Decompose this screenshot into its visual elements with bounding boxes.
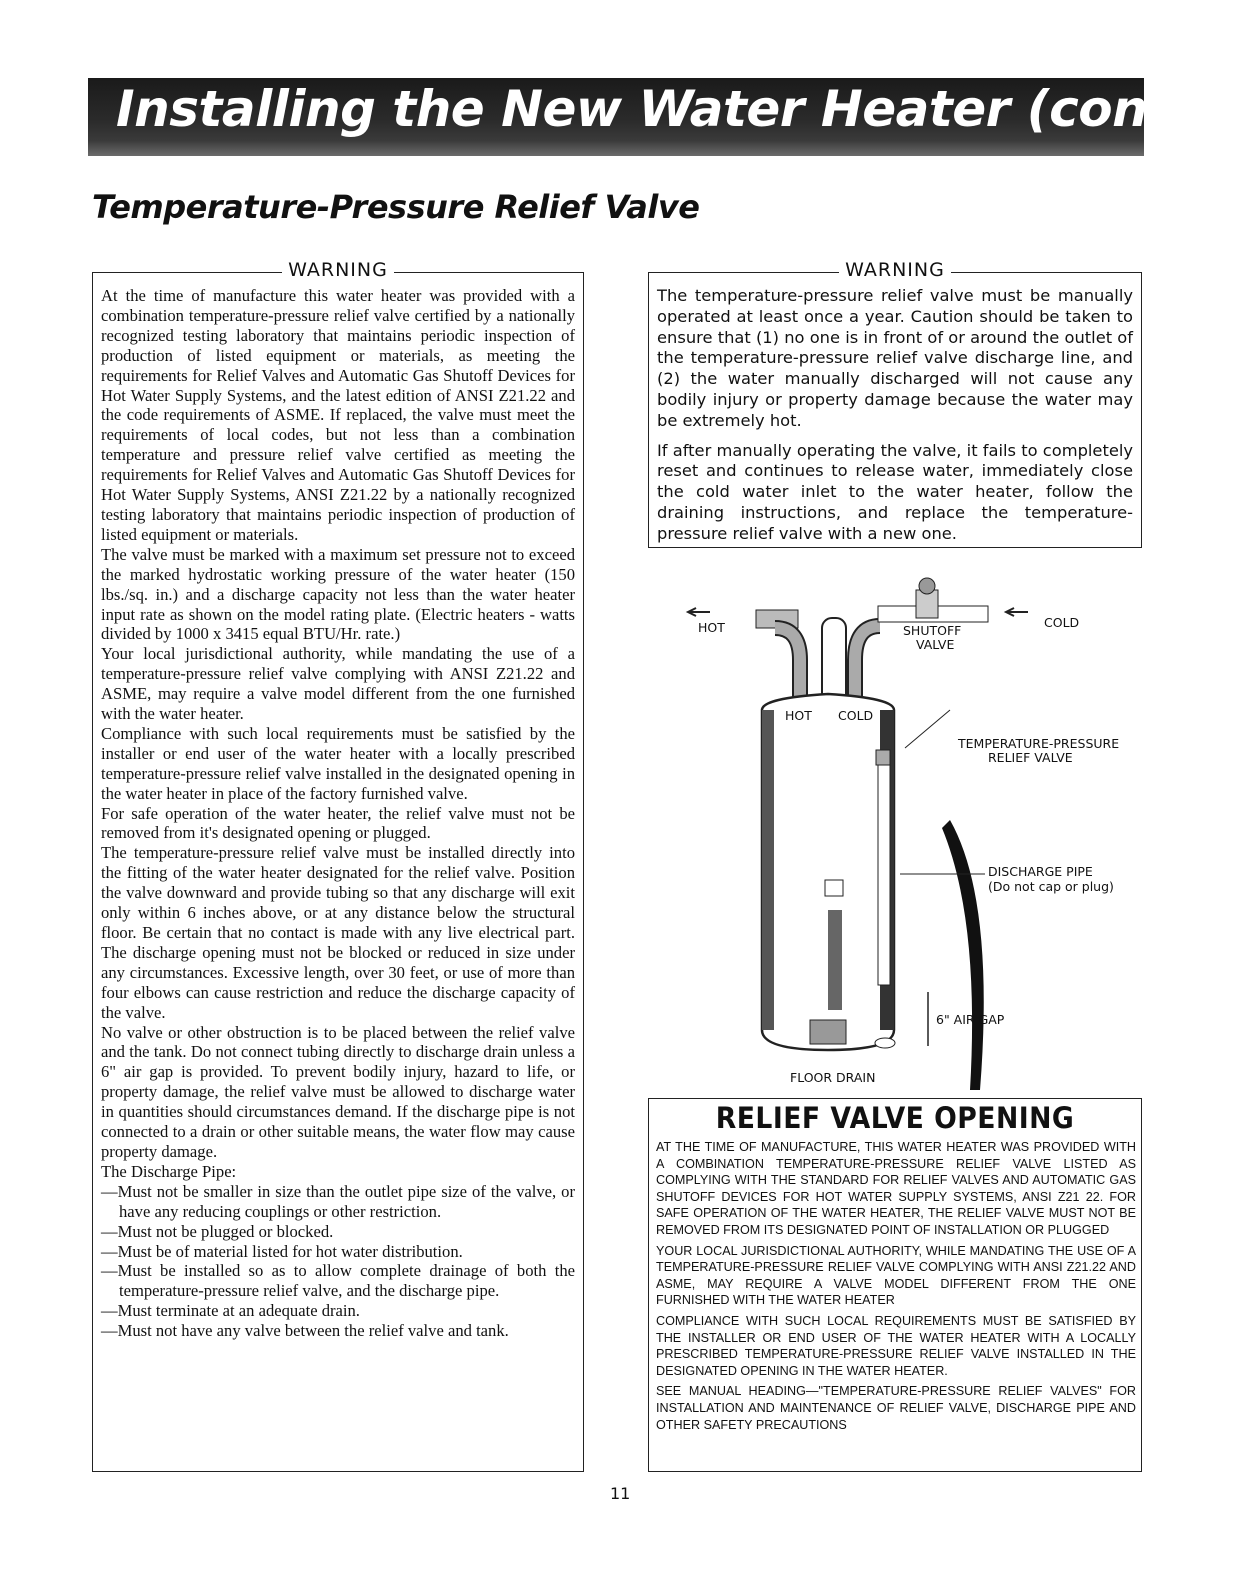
leader-line <box>905 710 950 748</box>
label-discharge-note: (Do not cap or plug) <box>988 879 1114 894</box>
list-item: —Must not be plugged or blocked. <box>101 1221 334 1241</box>
floor-drain-icon <box>875 1038 895 1048</box>
warning-heading-left: WARNING <box>93 259 583 281</box>
cold-arrow-icon <box>1006 608 1028 616</box>
paragraph: At the time of manufacture this water heater was provided with a combination temperature-pressure relief valve certified by a nationally recognized testing laboratory that maintains periodic inspection of production of listed equipment or materials, as meeting the requirements for Relief Valves and Automatic Gas Shutoff Devices for Hot Water Supply Systems, and the latest edition of ANSI Z21.22 and the code requirements of ASME. If replaced, the valve must meet the requirements of local codes, but not less than a combination temperature and pressure relief valve certified as meeting the requirements for Relief Valves and Automatic Gas Shutoff Devices for Hot Water Supply Systems, ANSI Z21.22 by a nationally recognized testing laboratory that maintains periodic inspection of production of listed equipment or materials. <box>101 286 575 544</box>
paragraph: Your local jurisdictional authority, while mandating the use of a temperature-pressure relief valve complying with ANSI Z21.22 and ASME, may require a valve model different from the one furnished with the water heater. <box>101 644 575 724</box>
label-tp: TEMPERATURE-PRESSURE <box>958 736 1120 751</box>
title-banner <box>88 78 1244 156</box>
tank-shadow <box>762 710 774 1030</box>
control-box <box>825 880 843 896</box>
burner-access <box>810 1020 846 1044</box>
label-hot: HOT <box>698 620 725 635</box>
label-air-gap: 6" AIR GAP <box>936 1012 1005 1027</box>
list-item: —Must not be smaller in size than the outlet pipe size of the valve, or have any reducing couplings or other restriction. <box>101 1181 575 1221</box>
label-tank-hot: HOT <box>785 708 812 723</box>
paragraph: The valve must be marked with a maximum set pressure not to exceed the marked hydrostatic working pressure of the water heater (150 lbs./sq. in.) and a discharge capacity not less than the water heater input rate as shown on the model rating plate. (Electric heaters - watts divided by 1000 x 3415 equal BTU/Hr. rate.) <box>101 544 575 644</box>
tp-valve-shape <box>876 750 890 765</box>
paragraph: For safe operation of the water heater, the relief valve must not be removed from it's designated opening or plugged. <box>101 803 575 843</box>
paragraph: The temperature-pressure relief valve must be installed directly into the fitting of the water heater designated for the relief valve. Position the valve downward and provide tubing so that any discharge will exit only within 6 inches above, or at any distance below the structural floor. Be certain that no contact is made with any live electrical part. The discharge opening must not be blocked or reduced in size under any circumstances. Excessive length, over 30 feet, or use of more than four elbows can cause restriction and reduce the discharge capacity of the valve. <box>101 843 575 1022</box>
left-warning-box <box>92 259 584 1472</box>
left-warning-text <box>101 286 575 1341</box>
paragraph: The temperature-pressure relief valve must be manually operated at least once a year. Caution should be taken to ensure that (1) no one is in front of or around the outlet of the temperature-pressure relief valve discharge line, and (2) the water manually discharged will not cause any bodily injury or property damage because the water may be extremely hot. <box>657 286 1133 430</box>
label-tank-cold: COLD <box>838 708 874 723</box>
list-item: —Must be installed so as to allow complete drainage of both the temperature-pressure relief valve, and the discharge pipe. <box>101 1261 575 1301</box>
page-number: 11 <box>610 1484 631 1503</box>
relief-valve-opening-box <box>648 1098 1142 1472</box>
leader-wedge <box>942 820 984 1090</box>
list-item: —Must be of material listed for hot water distribution. <box>101 1241 463 1261</box>
page-title: Installing the New Water Heater (cont'd) <box>116 80 1244 138</box>
list-item: —Must terminate at an adequate drain. <box>101 1301 360 1321</box>
label-floor-drain: FLOOR DRAIN <box>790 1070 876 1085</box>
label-cold: COLD <box>1044 615 1080 630</box>
warning-heading-right: WARNING <box>649 259 1141 281</box>
paragraph: If after manually operating the valve, it fails to completely reset and continues to release water, immediately close the cold water inlet to the water heater, follow the draining instructions, and replace the temperature-pressure relief valve with a new one. <box>657 440 1133 543</box>
list-item: —Must not have any valve between the relief valve and tank. <box>101 1321 509 1341</box>
gas-control <box>828 910 842 1010</box>
paragraph: COMPLIANCE WITH SUCH LOCAL REQUIREMENTS MUST BE SATISFIED BY THE INSTALLER OR END USER OF THE WATER HEATER WITH A LOCALLY PRESCRIBED TEMPERATURE-PRESSURE RELIEF VALVE INSTALLED IN THE DESIGNATED OPENING IN THE WATER HEATER. <box>656 1313 1136 1378</box>
water-heater-diagram <box>650 560 1142 1100</box>
label-tp-2: RELIEF VALVE <box>988 750 1073 765</box>
paragraph: YOUR LOCAL JURISDICTIONAL AUTHORITY, WHILE MANDATING THE USE OF A TEMPERATURE-PRESSURE RELIEF VALVE COMPLYING WITH ANSI Z21.22 AND ASME, MAY REQUIRE A VALVE MODEL DIFFERENT FROM THE ONE FURNISHED WITH THE WATER HEATER <box>656 1243 1136 1308</box>
paragraph: AT THE TIME OF MANUFACTURE, THIS WATER HEATER WAS PROVIDED WITH A COMBINATION TEMPERATURE-PRESSURE RELIEF VALVE LISTED AS COMPLYING WITH THE STANDARD FOR RELIEF VALVES AND AUTOMATIC GAS SHUTOFF DEVICES FOR HOT WATER SUPPLY SYSTEMS, ANSI Z21 22. FOR SAFE OPERATION OF THE WATER HEATER, THE RELIEF VALVE MUST NOT BE REMOVED FROM ITS DESIGNATED POINT OF INSTALLATION OR PLUGGED <box>656 1140 1136 1237</box>
right-warning-text <box>657 286 1133 554</box>
discharge-pipe-shape <box>878 765 890 985</box>
paragraph: SEE MANUAL HEADING—"TEMPERATURE-PRESSURE RELIEF VALVES" FOR INSTALLATION AND MAINTENANCE OF RELIEF VALVE, DISCHARGE PIPE AND OTHER SAFETY PRECAUTIONS <box>656 1384 1136 1432</box>
hot-arrow-icon <box>688 608 710 616</box>
valve-handle-icon <box>919 578 935 594</box>
paragraph: No valve or other obstruction is to be placed between the relief valve and the tank. Do not connect tubing directly to discharge drain unless a 6" air gap is provided. To prevent bodily injury, hazard to life, or property damage, the relief valve must be allowed to discharge water in quantities should circumstances demand. If the discharge pipe is not connected to a drain or other suitable means, the water flow may cause property damage. <box>101 1022 575 1161</box>
list-heading: The Discharge Pipe: <box>101 1161 237 1181</box>
right-warning-box <box>648 259 1142 548</box>
relief-title: RELIEF VALVE OPENING <box>715 1101 1075 1135</box>
label-shutoff: SHUTOFF <box>903 623 962 638</box>
paragraph: Compliance with such local requirements must be satisfied by the installer or end user of the water heater with a locally prescribed temperature-pressure relief valve installed in the designated opening in the water heater in place of the factory furnished valve. <box>101 723 575 803</box>
label-discharge: DISCHARGE PIPE <box>988 864 1093 879</box>
section-title: Temperature-Pressure Relief Valve <box>92 188 700 226</box>
label-valve: VALVE <box>916 637 955 652</box>
relief-text <box>656 1139 1136 1437</box>
